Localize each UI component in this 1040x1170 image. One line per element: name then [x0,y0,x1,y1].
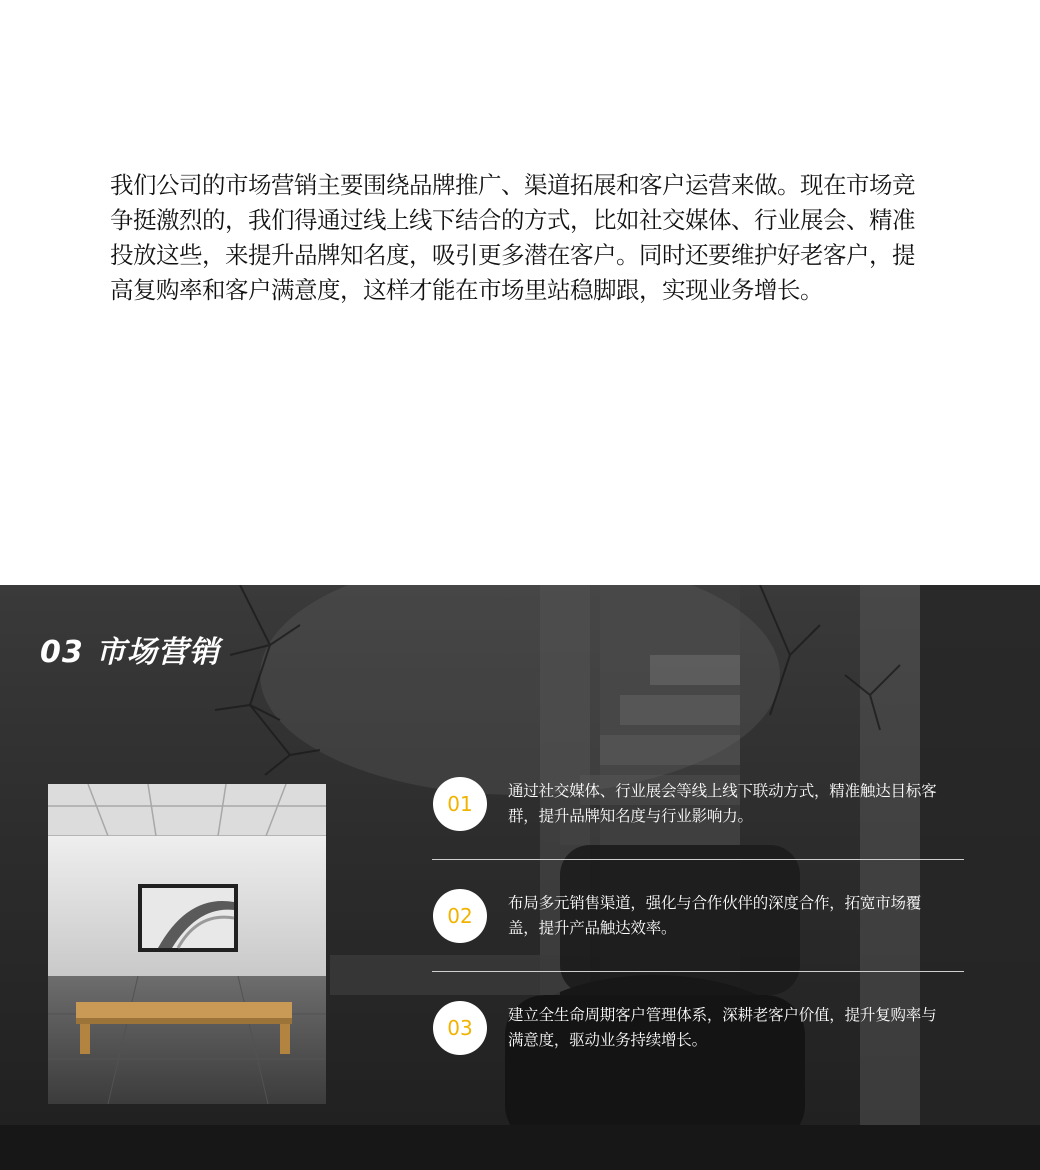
section-title: 市场营销 [95,635,220,670]
marketing-panel [0,585,1040,1170]
item-text: 通过社交媒体、行业展会等线上线下联动方式，精准触达目标客群，提升品牌知名度与行业影响力。 [508,782,937,825]
list-item [432,1001,964,1113]
item-text: 建立全生命周期客户管理体系，深耕老客户价值，提升复购率与满意度，驱动业务持续增长。 [508,1006,937,1049]
item-number-badge: 03 [433,1001,487,1055]
section-number: 03 [40,635,84,670]
intro-paragraph: 我们公司的市场营销主要围绕品牌推广、渠道拓展和客户运营来做。现在市场竞争挺激烈的，我们得通过线上线下结合的方式，比如社交媒体、行业展会、精准投放这些，来提升品牌知名度，吸引更多潜在客户。同时还要维护好老客户，提高复购率和客户满意度，这样才能在市场里站稳脚跟，实现业务增长。 [110,171,915,304]
gallery-photo [48,784,326,1104]
divider [432,859,964,860]
divider [432,971,964,972]
item-number-badge: 02 [433,889,487,943]
section-heading [40,627,220,671]
marketing-points [432,777,964,1113]
item-number-badge: 01 [433,777,487,831]
item-text: 布局多元销售渠道，强化与合作伙伴的深度合作，拓宽市场覆盖，提升产品触达效率。 [508,894,922,937]
list-item [432,777,964,889]
list-item [432,889,964,1001]
